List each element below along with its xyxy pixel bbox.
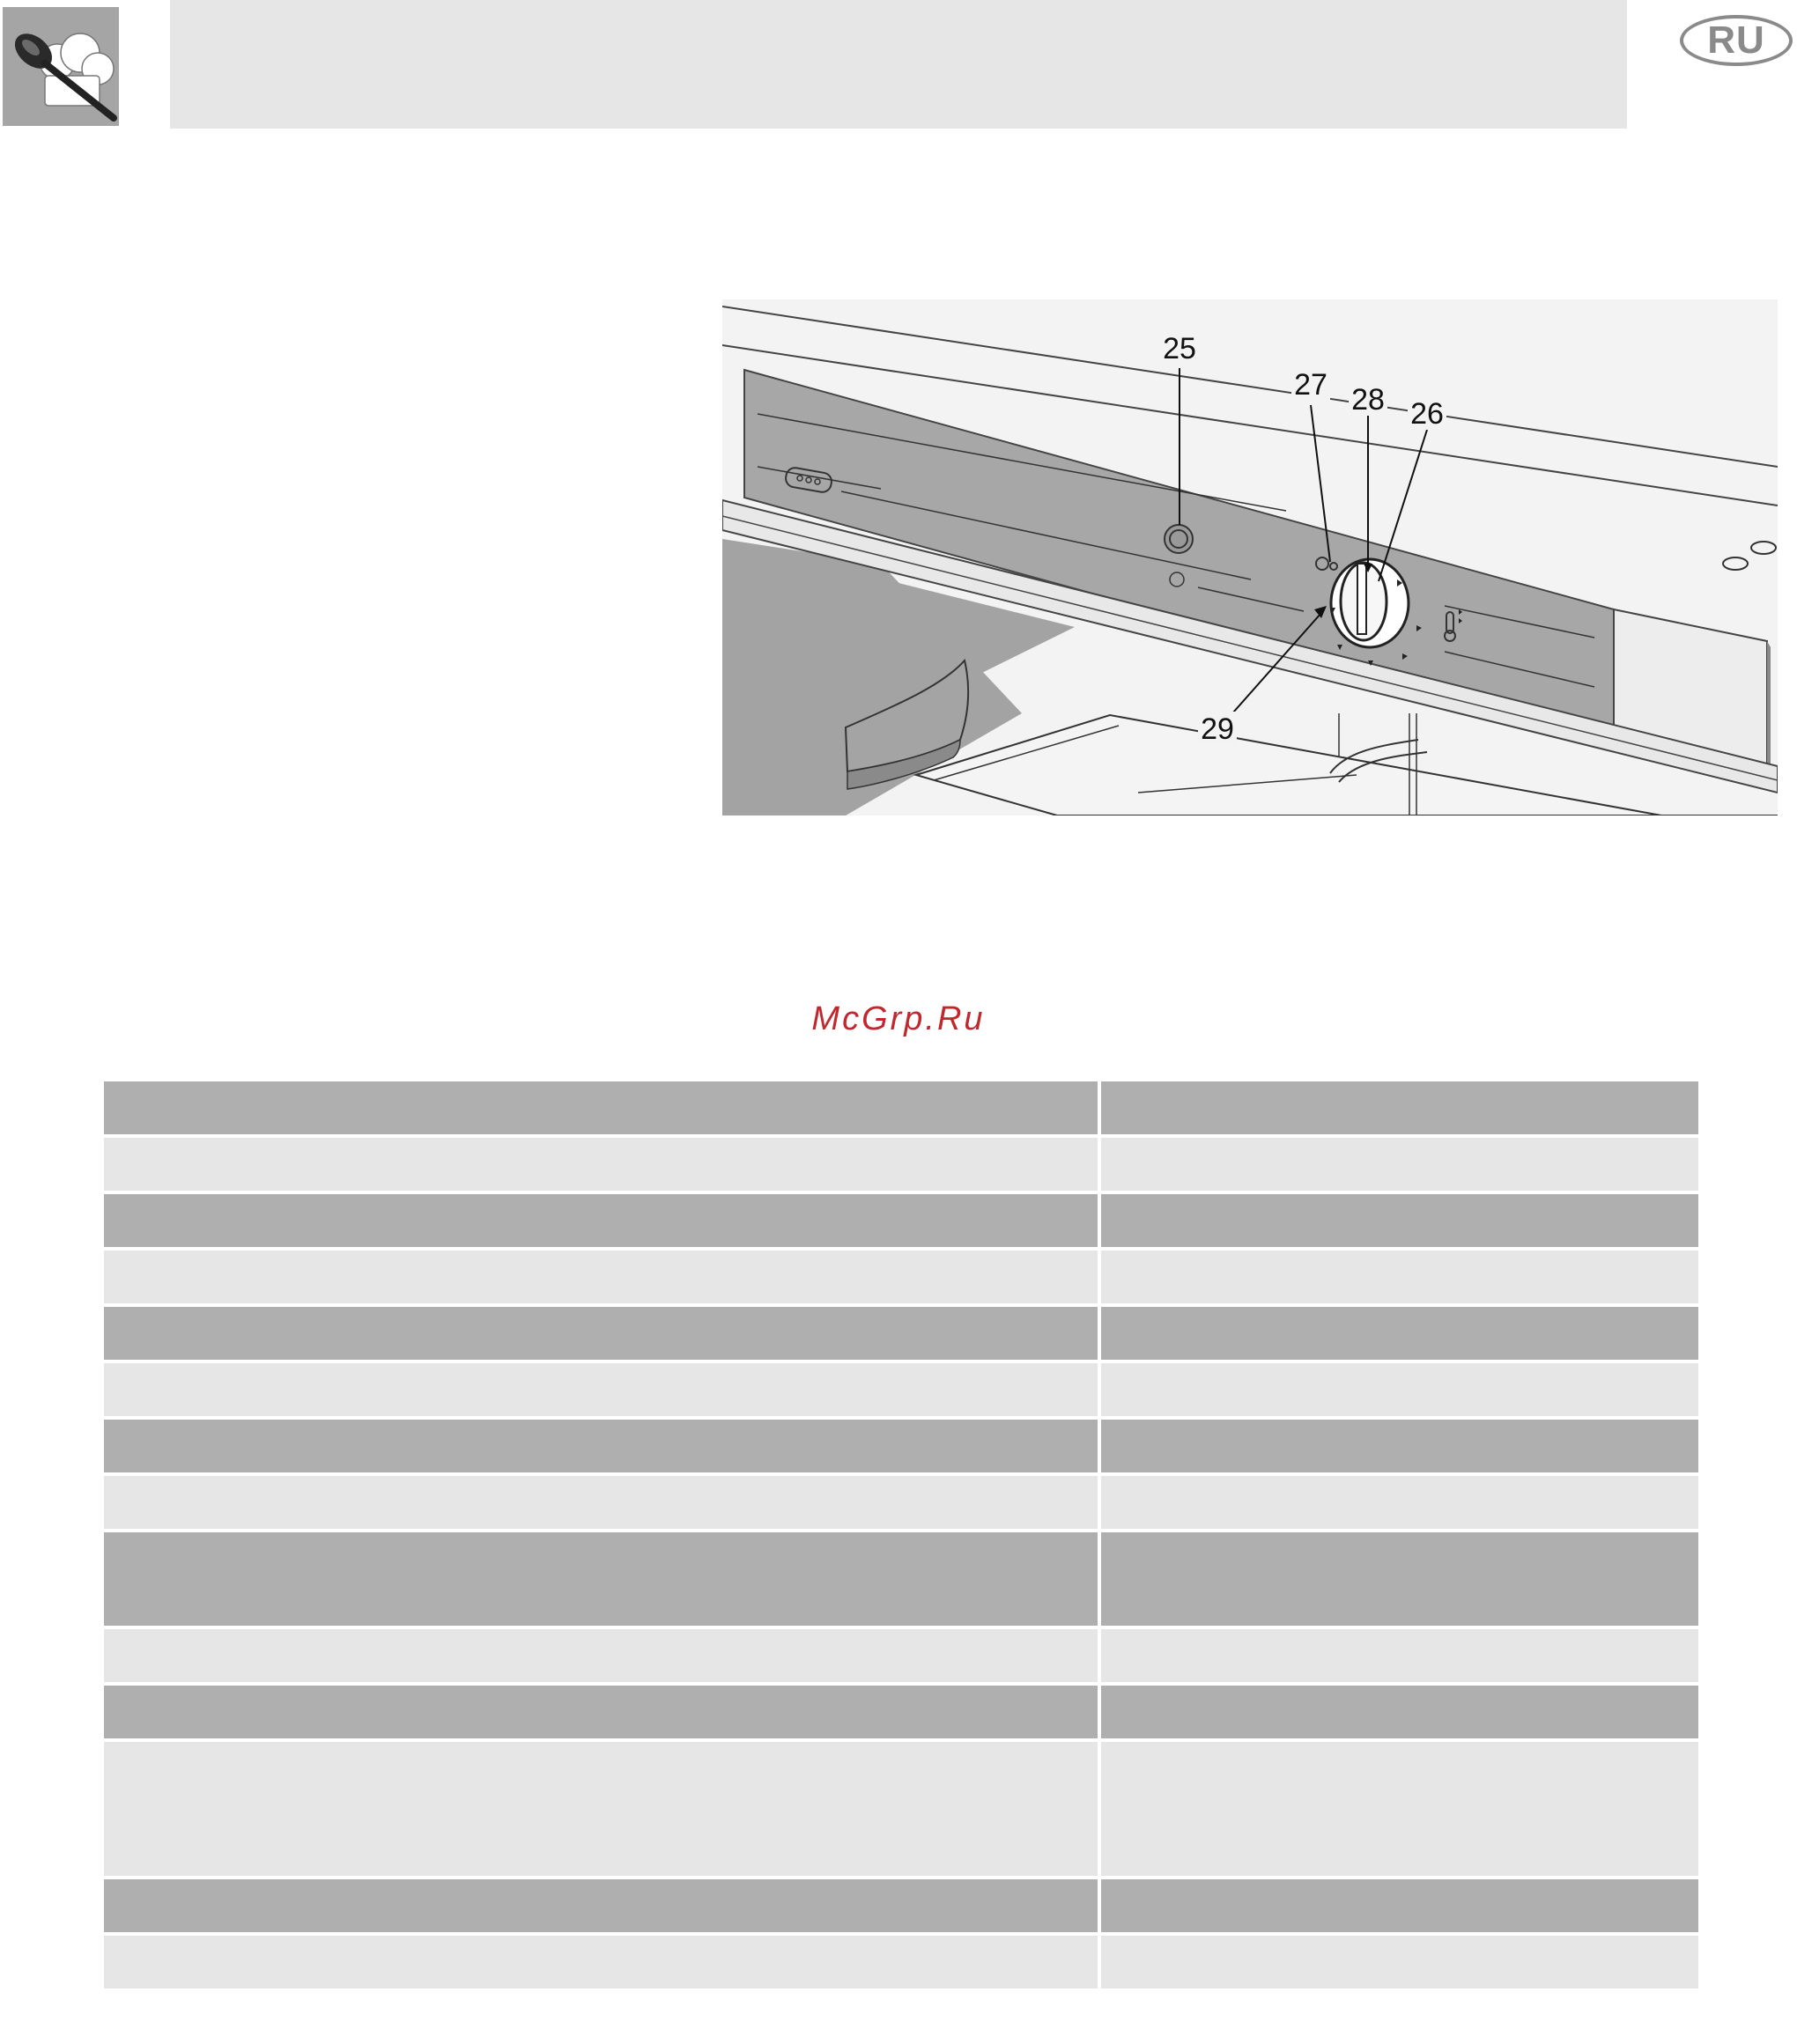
header-bar <box>170 0 1627 129</box>
callout-label-25: 25 <box>1163 332 1196 365</box>
table-cell-value <box>1099 1418 1700 1474</box>
table-row <box>102 1878 1700 1934</box>
callout-label-26: 26 <box>1410 397 1444 431</box>
table-cell-value <box>1099 1192 1700 1249</box>
table-cell-value <box>1099 1740 1700 1878</box>
table-cell-label <box>102 1878 1099 1934</box>
callout-label-29: 29 <box>1201 712 1234 746</box>
table-cell-label <box>102 1418 1099 1474</box>
table-row <box>102 1249 1700 1305</box>
table-cell-label <box>102 1080 1099 1136</box>
table-row <box>102 1305 1700 1361</box>
table-cell-value <box>1099 1305 1700 1361</box>
control-panel-illustration <box>722 299 1778 815</box>
table-cell-label <box>102 1192 1099 1249</box>
table-cell-label <box>102 1531 1099 1627</box>
table-row <box>102 1684 1700 1740</box>
table-row <box>102 1474 1700 1531</box>
table-cell-value <box>1099 1361 1700 1418</box>
table-cell-label <box>102 1361 1099 1418</box>
table-row <box>102 1192 1700 1249</box>
table-cell-value <box>1099 1684 1700 1740</box>
language-badge: RU <box>1680 15 1793 66</box>
table-cell-label <box>102 1684 1099 1740</box>
chef-spoon-icon <box>3 7 119 126</box>
table-row <box>102 1627 1700 1684</box>
table-row <box>102 1934 1700 1990</box>
table-cell-label <box>102 1740 1099 1878</box>
table-row <box>102 1136 1700 1192</box>
table-cell-value <box>1099 1878 1700 1934</box>
table-row <box>102 1080 1700 1136</box>
chef-logo <box>3 7 119 126</box>
table-cell-label <box>102 1249 1099 1305</box>
table-cell-label <box>102 1136 1099 1192</box>
table-row <box>102 1361 1700 1418</box>
callout-label-28: 28 <box>1351 383 1385 417</box>
table-row <box>102 1740 1700 1878</box>
table-cell-value <box>1099 1531 1700 1627</box>
control-panel-figure <box>722 299 1778 815</box>
table-cell-value <box>1099 1080 1700 1136</box>
table-cell-label <box>102 1627 1099 1684</box>
table-cell-label <box>102 1305 1099 1361</box>
callout-label-27: 27 <box>1294 368 1327 402</box>
spec-table <box>100 1078 1702 1992</box>
table-cell-value <box>1099 1474 1700 1531</box>
watermark-text: McGrp.Ru <box>811 1000 986 1037</box>
table-cell-value <box>1099 1934 1700 1990</box>
table-cell-label <box>102 1474 1099 1531</box>
table-cell-value <box>1099 1136 1700 1192</box>
table-row <box>102 1531 1700 1627</box>
table-cell-label <box>102 1934 1099 1990</box>
table-row <box>102 1418 1700 1474</box>
table-cell-value <box>1099 1627 1700 1684</box>
table-cell-value <box>1099 1249 1700 1305</box>
